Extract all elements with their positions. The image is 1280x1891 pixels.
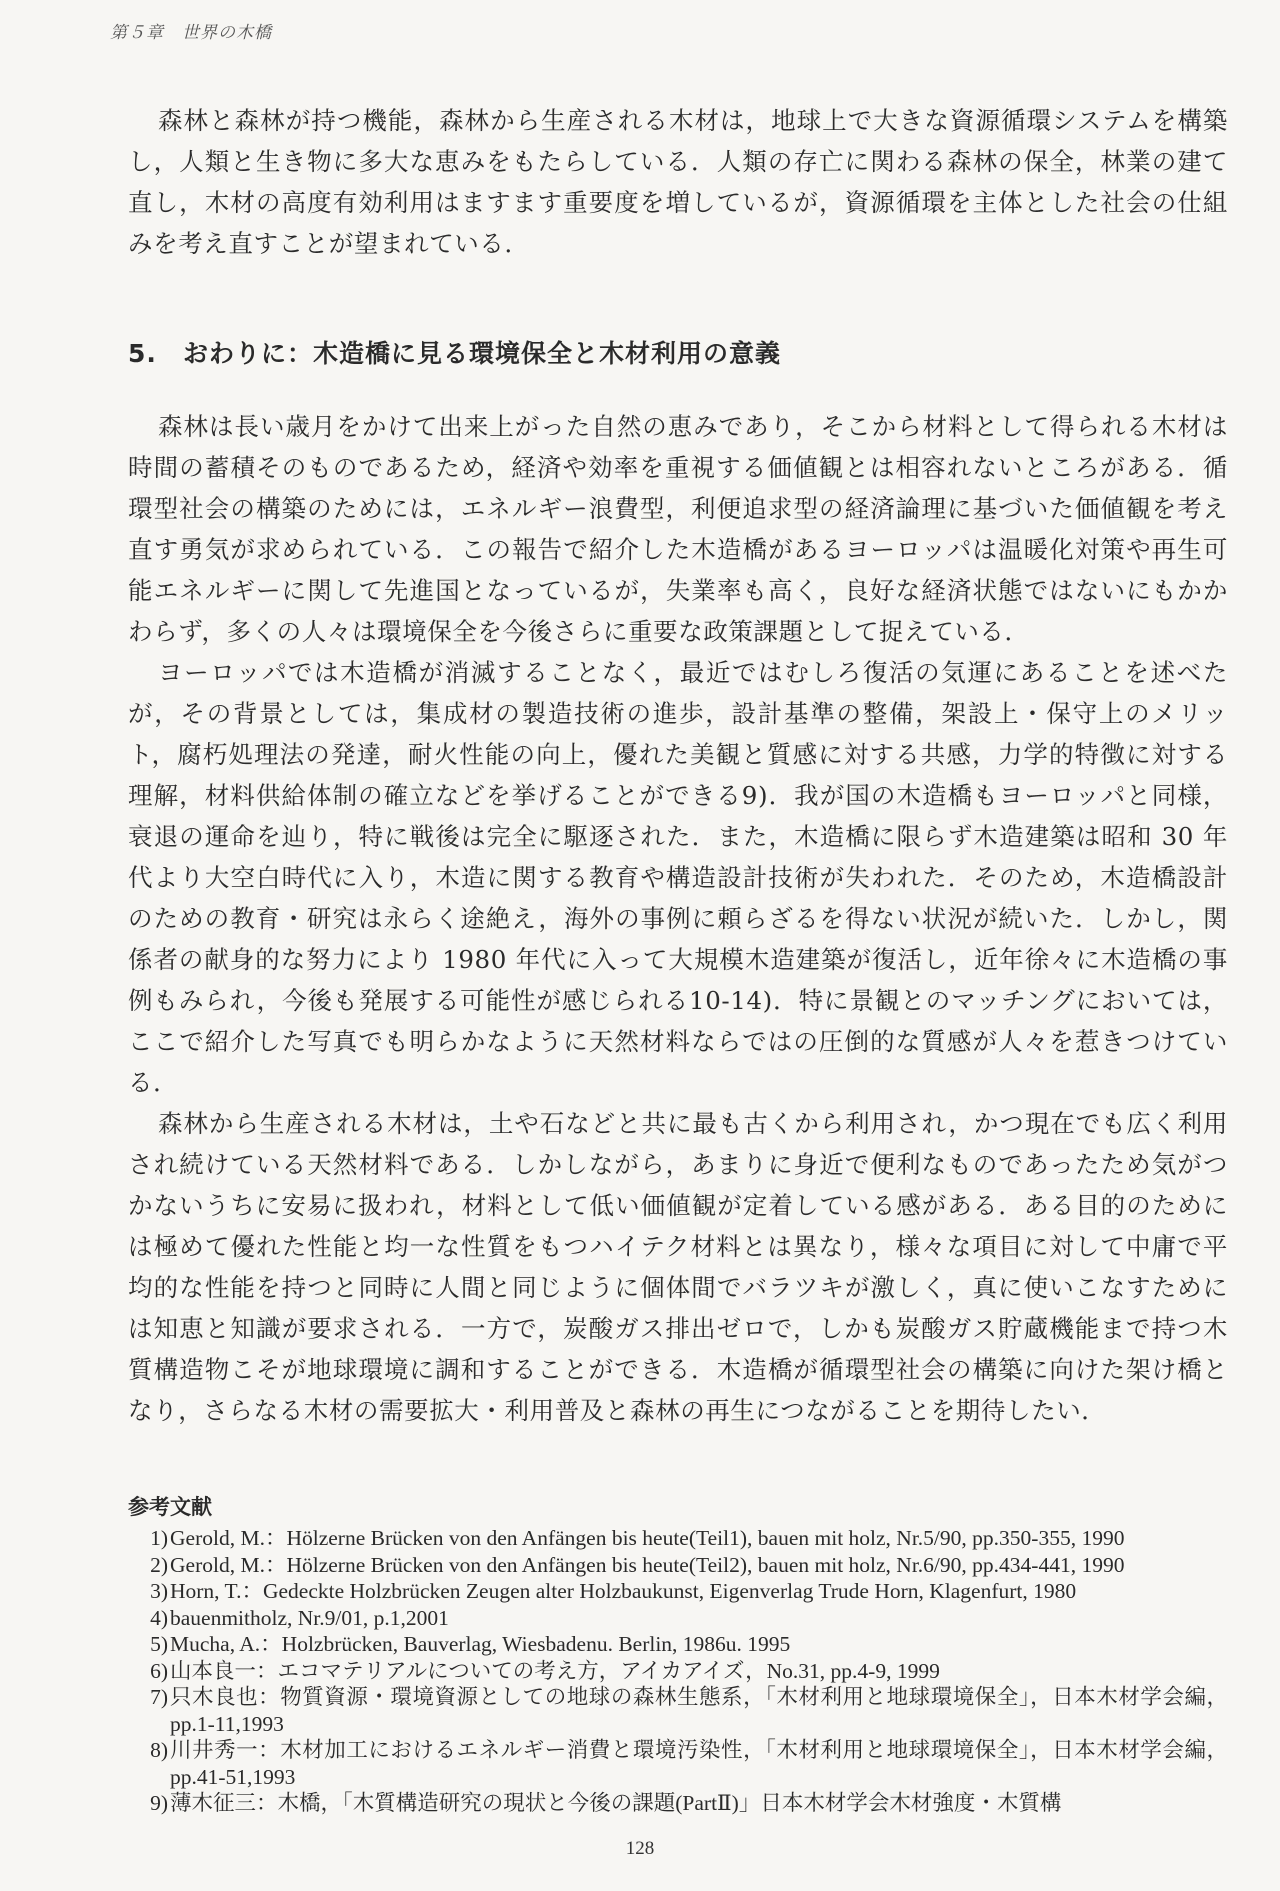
section-heading bbox=[128, 334, 1228, 370]
running-header: 第５章 世界の木橋 bbox=[110, 23, 272, 43]
reference-item bbox=[128, 1552, 1228, 1579]
reference-text: 薄木征三：木橋，「木質構造研究の現状と今後の課題(PartⅡ)」日本木材学会木材強度・木質構 bbox=[170, 1791, 1062, 1815]
reference-item bbox=[128, 1631, 1228, 1658]
reference-item bbox=[128, 1525, 1228, 1552]
reference-item bbox=[128, 1790, 1228, 1817]
body-paragraph: ヨーロッパでは木造橋が消滅することなく，最近ではむしろ復活の気運にあることを述べたが，その背景としては，集成材の製造技術の進歩，設計基準の整備，架設上・保守上のメリット，腐朽処理法の発達，耐火性能の向上，優れた美観と質感に対する共感，力学的特徴に対する理解，材料供給体制の確立などを挙げることができる9)．我が国の木造橋もヨーロッパと同様，衰退の運命を辿り，特に戦後は完全に駆逐された．また，木造橋に限らず木造建築は昭和 30 年代より大空白時代に入り，木造に関する教育や構造設計技術が失われた．そのため，木造橋設計のための教育・研究は永らく途絶え，海外の事例に頼らざるを得ない状況が続いた．しかし，関係者の献身的な努力により 1980 年代に入って大規模木造建築が復活し，近年徐々に木造橋の事例もみられ，今後も発展する可能性が感じられる10-14)．特に景観とのマッチングにおいては，ここで紹介した写真でも明らかなように天然材料ならではの圧倒的な質感が人々を惹きつけている． bbox=[128, 658, 1228, 1097]
reference-text: bauenmitholz, Nr.9/01, p.1,2001 bbox=[170, 1605, 449, 1630]
references-heading: 参考文献 bbox=[128, 1495, 212, 1519]
reference-text: Gerold, M.：Hölzerne Brücken von den Anfängen bis heute(Teil2), bauen mit holz, Nr.6/90, pp.434-441, 1990 bbox=[170, 1552, 1125, 1577]
reference-text: 川井秀一：木材加工におけるエネルギー消費と環境汚染性，「木材利用と地球環境保全」，日本木材学会編，pp.41-51,1993 bbox=[170, 1738, 1228, 1789]
reference-item bbox=[128, 1684, 1228, 1737]
reference-text: Gerold, M.：Hölzerne Brücken von den Anfängen bis heute(Teil1), bauen mit holz, Nr.5/90, pp.350-355, 1990 bbox=[170, 1526, 1125, 1550]
reference-text: Mucha, A.：Holzbrücken, Bauverlag, Wiesbadenu. Berlin, 1986u. 1995 bbox=[170, 1632, 791, 1656]
reference-text: 只木良也：物質資源・環境資源としての地球の森林生態系，「木材利用と地球環境保全」，日本木材学会編，pp.1-11,1993 bbox=[170, 1685, 1228, 1736]
body-paragraph: 森林から生産される木材は，土や石などと共に最も古くから利用され，かつ現在でも広く利用され続けている天然材料である．しかしながら，あまりに身近で便利なものであったため気がつかないうちに安易に扱われ，材料として低い価値観が定着している感がある．ある目的のためには極めて優れた性能と均一な性質をもつハイテク材料とは異なり，様々な項目に対して中庸で平均的な性能を持つと同時に人間と同じように個体間でバラツキが激しく，真に使いこなすためには知恵と知識が要求される．一方で，炭酸ガス排出ゼロで，しかも炭酸ガス貯蔵機能まで持つ木質構造物こそが地球環境に調和することができる．木造橋が循環型社会の構築に向けた架け橋となり，さらなる木材の需要拡大・利用普及と森林の再生につながることを期待したい． bbox=[128, 1109, 1228, 1425]
reference-item bbox=[128, 1658, 1228, 1685]
reference-item bbox=[128, 1605, 1228, 1632]
reference-number: 4) bbox=[150, 1605, 168, 1630]
body-paragraph: 森林は長い歳月をかけて出来上がった自然の恵みであり，そこから材料として得られる木材は時間の蓄積そのものであるため，経済や効率を重視する価値観とは相容れないところがある．循環型社会の構築のためには，エネルギー浪費型，利便追求型の経済論理に基づいた価値観を考え直す勇気が求められている．この報告で紹介した木造橋があるヨーロッパは温暖化対策や再生可能エネルギーに関して先進国となっているが，失業率も高く，良好な経済状態ではないにもかかわらず，多くの人々は環境保全を今後さらに重要な政策課題として捉えている． bbox=[128, 412, 1228, 646]
reference-text: Horn, T.：Gedeckte Holzbrücken Zeugen alter Holzbaukunst, Eigenverlag Trude Horn, Klagenfurt, 1980 bbox=[170, 1579, 1077, 1603]
page-content bbox=[128, 100, 1228, 1817]
reference-number: 6) bbox=[150, 1658, 168, 1683]
reference-item bbox=[128, 1578, 1228, 1605]
reference-text: 山本良一：エコマテリアルについての考え方，アイカアイズ，No.31, pp.4-9, 1999 bbox=[170, 1658, 940, 1683]
section-number: 5. bbox=[128, 339, 157, 368]
reference-number: 5) bbox=[150, 1632, 168, 1656]
reference-number: 8) bbox=[150, 1738, 168, 1762]
reference-number: 7) bbox=[150, 1685, 168, 1709]
intro-paragraph: 森林と森林が持つ機能，森林から生産される木材は，地球上で大きな資源循環システムを構築し，人類と生き物に多大な恵みをもたらしている．人類の存亡に関わる森林の保全，林業の建て直し，木材の高度有効利用はますます重要度を増しているが，資源循環を主体とした社会の仕組みを考え直すことが望まれている． bbox=[128, 106, 1228, 258]
reference-number: 1) bbox=[150, 1526, 168, 1550]
reference-number: 2) bbox=[150, 1552, 168, 1577]
section-title: おわりに：木造橋に見る環境保全と木材利用の意義 bbox=[183, 339, 782, 368]
page-number: 128 bbox=[625, 1838, 655, 1859]
reference-list bbox=[128, 1525, 1228, 1817]
reference-number: 3) bbox=[150, 1579, 168, 1603]
reference-item bbox=[128, 1737, 1228, 1790]
reference-number: 9) bbox=[150, 1791, 168, 1815]
references-section bbox=[128, 1491, 1228, 1817]
